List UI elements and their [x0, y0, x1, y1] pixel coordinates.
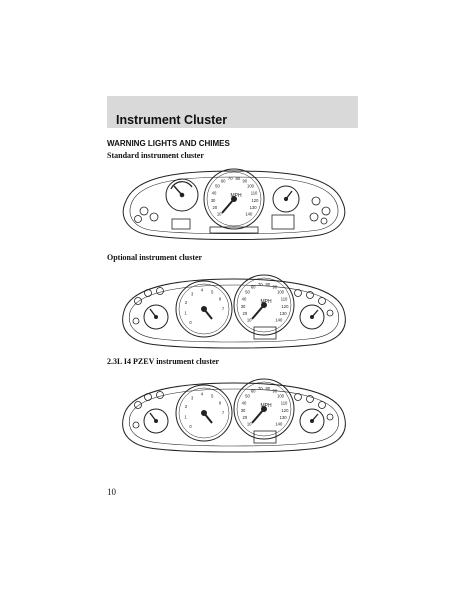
dial-mark-label: 110 — [250, 190, 258, 196]
dial-mark-label: 2 — [184, 404, 188, 410]
dial-mark-label: 120 — [251, 197, 259, 203]
standard-instrument-cluster — [114, 165, 354, 245]
dial-mark-label: 60 — [220, 178, 226, 184]
dial-mark-label: 80 — [235, 175, 241, 181]
speed-unit: MPH — [260, 299, 272, 305]
dial-mark-label: 70 — [227, 175, 233, 181]
dial-mark-label: 30 — [240, 407, 246, 413]
dial-mark-label: 6 — [218, 296, 222, 302]
figure-caption-standard: Standard instrument cluster — [107, 151, 204, 160]
fuel-gauge — [166, 179, 198, 211]
dial-mark-label: 50 — [215, 183, 220, 189]
cluster-inner-outline — [129, 285, 339, 342]
pzev-instrument-cluster — [114, 375, 354, 455]
dial-mark-label: 120 — [281, 407, 289, 413]
dial-mark-label: 50 — [245, 289, 250, 295]
dial-mark-label: 4 — [200, 287, 204, 293]
dial-mark-label: 7 — [221, 410, 225, 416]
fuel-gauge — [144, 409, 168, 433]
dial-mark-label: 7 — [221, 306, 225, 312]
tachometer — [176, 281, 232, 337]
dial-mark-label: 90 — [272, 284, 278, 290]
indicator-strip — [210, 227, 258, 233]
dial-mark-label: 120 — [281, 303, 289, 309]
dial-mark-label: 40 — [211, 190, 217, 196]
temperature-gauge — [273, 186, 299, 212]
dial-mark-label: 4 — [200, 391, 204, 397]
dial-mark-label: 100 — [247, 183, 255, 189]
speedometer — [234, 379, 294, 439]
page-number: 10 — [107, 487, 116, 497]
temperature-gauge — [300, 305, 324, 329]
dial-mark-label: 40 — [241, 296, 247, 302]
dial-mark-label: 80 — [265, 385, 271, 391]
figure-caption-pzev: 2.3L I4 PZEV instrument cluster — [107, 357, 220, 366]
dial-mark-label: 10 — [216, 211, 222, 217]
section-heading: WARNING LIGHTS AND CHIMES — [107, 139, 230, 148]
warning-lamp-icons — [133, 288, 333, 325]
figure-caption-optional: Optional instrument cluster — [107, 253, 203, 262]
dial-mark-label: 20 — [212, 205, 218, 211]
dial-mark-label: 0 — [189, 319, 192, 325]
dial-mark-label: 3 — [190, 395, 194, 401]
dial-mark-label: 1 — [184, 310, 187, 316]
warning-lamp-icons — [133, 392, 333, 429]
tachometer — [176, 385, 232, 441]
dial-mark-label: 100 — [277, 393, 285, 399]
odometer-display — [272, 215, 294, 229]
dial-mark-label: 2 — [184, 300, 188, 306]
cluster-outline — [123, 383, 346, 452]
dial-mark-label: 110 — [280, 400, 288, 406]
dial-mark-label: 6 — [218, 400, 222, 406]
speedometer — [204, 169, 264, 229]
dial-mark-label: 5 — [211, 289, 214, 295]
dial-mark-label: 100 — [277, 289, 285, 295]
speedometer — [234, 275, 294, 335]
speed-unit: MPH — [260, 403, 272, 409]
cluster-outline — [123, 279, 346, 348]
dial-mark-label: 60 — [250, 284, 256, 290]
dial-mark-label: 110 — [280, 296, 288, 302]
fuel-gauge — [144, 305, 168, 329]
dial-mark-label: 130 — [279, 311, 287, 317]
dial-mark-label: 140 — [245, 211, 253, 217]
dial-mark-label: 70 — [257, 385, 263, 391]
dial-mark-label: 130 — [279, 415, 287, 421]
dial-mark-label: 90 — [242, 178, 248, 184]
cluster-inner-outline — [130, 177, 338, 234]
odometer-display — [254, 327, 276, 339]
optional-instrument-cluster — [114, 271, 354, 351]
dial-mark-label: 90 — [272, 388, 278, 394]
dial-mark-label: 30 — [240, 303, 246, 309]
warning-light-panel — [172, 219, 190, 229]
dial-mark-label: 3 — [190, 291, 194, 297]
dial-mark-label: 40 — [241, 400, 247, 406]
dial-mark-label: 20 — [242, 415, 248, 421]
dial-mark-label: 50 — [245, 393, 250, 399]
dial-mark-label: 20 — [242, 311, 248, 317]
dial-mark-label: 140 — [275, 421, 283, 427]
cluster-inner-outline — [129, 389, 339, 446]
dial-mark-label: 10 — [246, 421, 252, 427]
temperature-gauge — [300, 409, 324, 433]
dial-mark-label: 5 — [211, 393, 214, 399]
dial-mark-label: 30 — [210, 197, 216, 203]
dial-mark-label: 60 — [250, 388, 256, 394]
odometer-display — [254, 431, 276, 443]
dial-mark-label: 1 — [184, 414, 187, 420]
dial-mark-label: 130 — [249, 205, 257, 211]
speed-unit: MPH — [230, 193, 242, 199]
dial-mark-label: 80 — [265, 281, 271, 287]
page-title: Instrument Cluster — [116, 113, 228, 127]
dial-mark-label: 0 — [189, 423, 192, 429]
dial-mark-label: 10 — [246, 317, 252, 323]
dial-mark-label: 70 — [257, 281, 263, 287]
dial-mark-label: 140 — [275, 317, 283, 323]
